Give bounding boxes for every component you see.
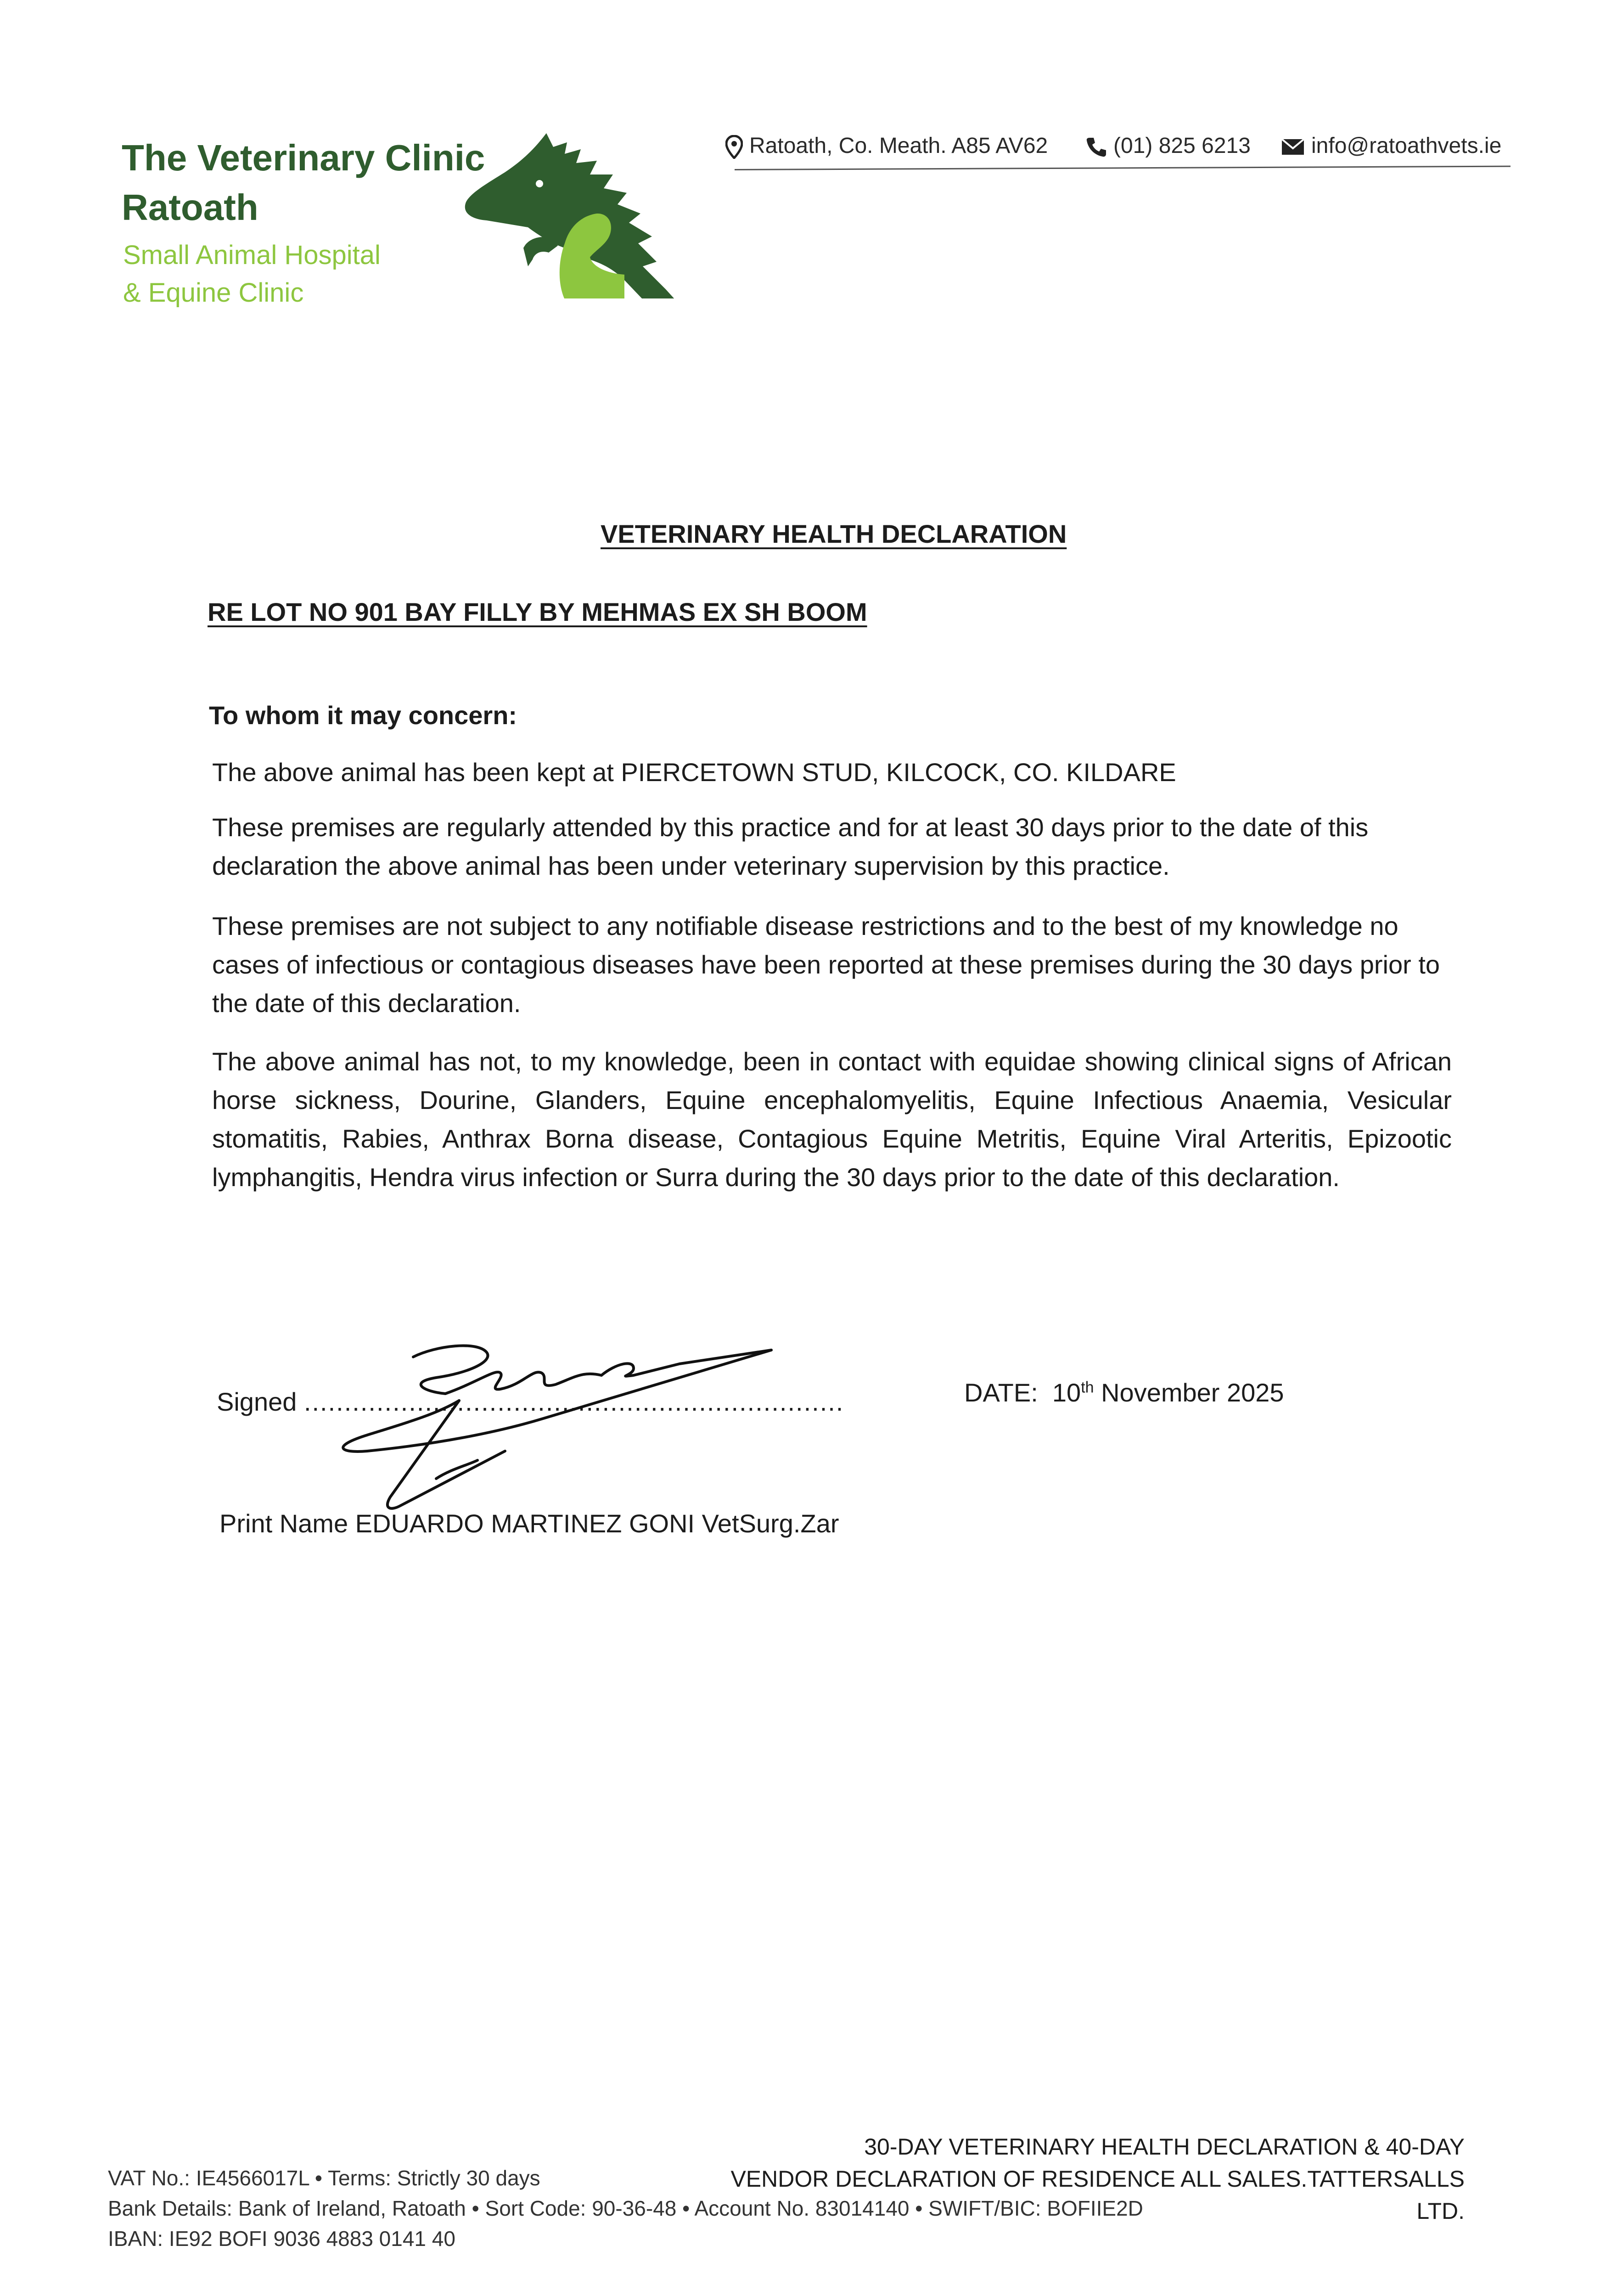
contact-divider (735, 166, 1511, 170)
envelope-icon (1281, 138, 1305, 156)
address-text: Ratoath, Co. Meath. A85 AV62 (749, 134, 1048, 158)
print-name-value: EDUARDO MARTINEZ GONI VetSurg.Zar (355, 1509, 839, 1538)
bank-line: Bank Details: Bank of Ireland, Ratoath • Sort Code: 90-36-48 • Account No. 83014140 • SWIFT/BIC: BOFIIE2D (108, 2196, 1143, 2220)
date-label: DATE: (964, 1378, 1038, 1407)
iban-line: IBAN: IE92 BOFI 9036 4883 0141 40 (108, 2227, 455, 2251)
clinic-subtitle (123, 236, 381, 312)
location-pin-icon (725, 135, 743, 159)
signature-dots: ................................................................... (303, 1387, 844, 1416)
clinic-name-line1: The Veterinary Clinic (122, 137, 485, 178)
paragraph-premises: The above animal has been kept at PIERCETOWN STUD, KILCOCK, CO. KILDARE (212, 758, 1176, 787)
signed-label: Signed (217, 1387, 297, 1416)
phone-icon (1086, 136, 1107, 158)
lot-reference: RE LOT NO 901 BAY FILLY BY MEHMAS EX SH BOOM (208, 597, 867, 626)
stamp-line2: VENDOR DECLARATION OF RESIDENCE ALL SALES.TATTERSALLS LTD. (730, 2166, 1465, 2224)
paragraph-supervision: These premises are regularly attended by this practice and for at least 30 days prior to the date of this declaration the above animal has been under veterinary supervision by this practice. (212, 813, 1369, 880)
handwritten-signature (285, 1332, 799, 1534)
clinic-sub-line2: & Equine Clinic (123, 278, 304, 308)
paragraph-contact-diseases: The above animal has not, to my knowledge, been in contact with equidae showing clinical signs of African horse sickness, Dourine, Glanders, Equine encephalomyelitis, Equine Infectious Anaemia, Vesicular stomatitis, Rabies, Anthrax Borna disease, Contagious Equine Metritis, Equine Viral Arteritis, Epizootic lymphangitis, Hendra virus infection or Surra during the 30 days prior to the date of this declaration. (212, 1047, 1452, 1192)
email-contact (1281, 133, 1501, 158)
vat-line: VAT No.: IE4566017L • Terms: Strictly 30 days (108, 2166, 540, 2190)
tattersalls-stamp-text (707, 2131, 1465, 2227)
print-name-label: Print Name (219, 1509, 348, 1538)
salutation: To whom it may concern: (209, 701, 517, 730)
clinic-name-line2: Ratoath (122, 187, 258, 228)
document-title: VETERINARY HEALTH DECLARATION (601, 519, 1067, 548)
address-contact (725, 133, 1048, 159)
date-suffix: th (1081, 1379, 1094, 1396)
stamp-line1: 30-DAY VETERINARY HEALTH DECLARATION & 40-DAY (864, 2134, 1465, 2160)
clinic-name (122, 133, 485, 232)
phone-contact (1086, 133, 1251, 158)
date-day: 10 (1052, 1378, 1081, 1407)
email-text: info@ratoathvets.ie (1311, 134, 1502, 158)
horse-head-logo-icon (459, 129, 689, 298)
phone-text: (01) 825 6213 (1113, 134, 1251, 158)
print-name-line (219, 1508, 839, 1538)
paragraph-restrictions: These premises are not subject to any notifiable disease restrictions and to the best of my knowledge no cases of infectious or contagious diseases have been reported at these premises during the 30 days prior to the date of this declaration. (212, 912, 1440, 1018)
clinic-sub-line1: Small Animal Hospital (123, 240, 381, 270)
date-month-year: November 2025 (1101, 1378, 1284, 1407)
declaration-date (964, 1378, 1284, 1407)
